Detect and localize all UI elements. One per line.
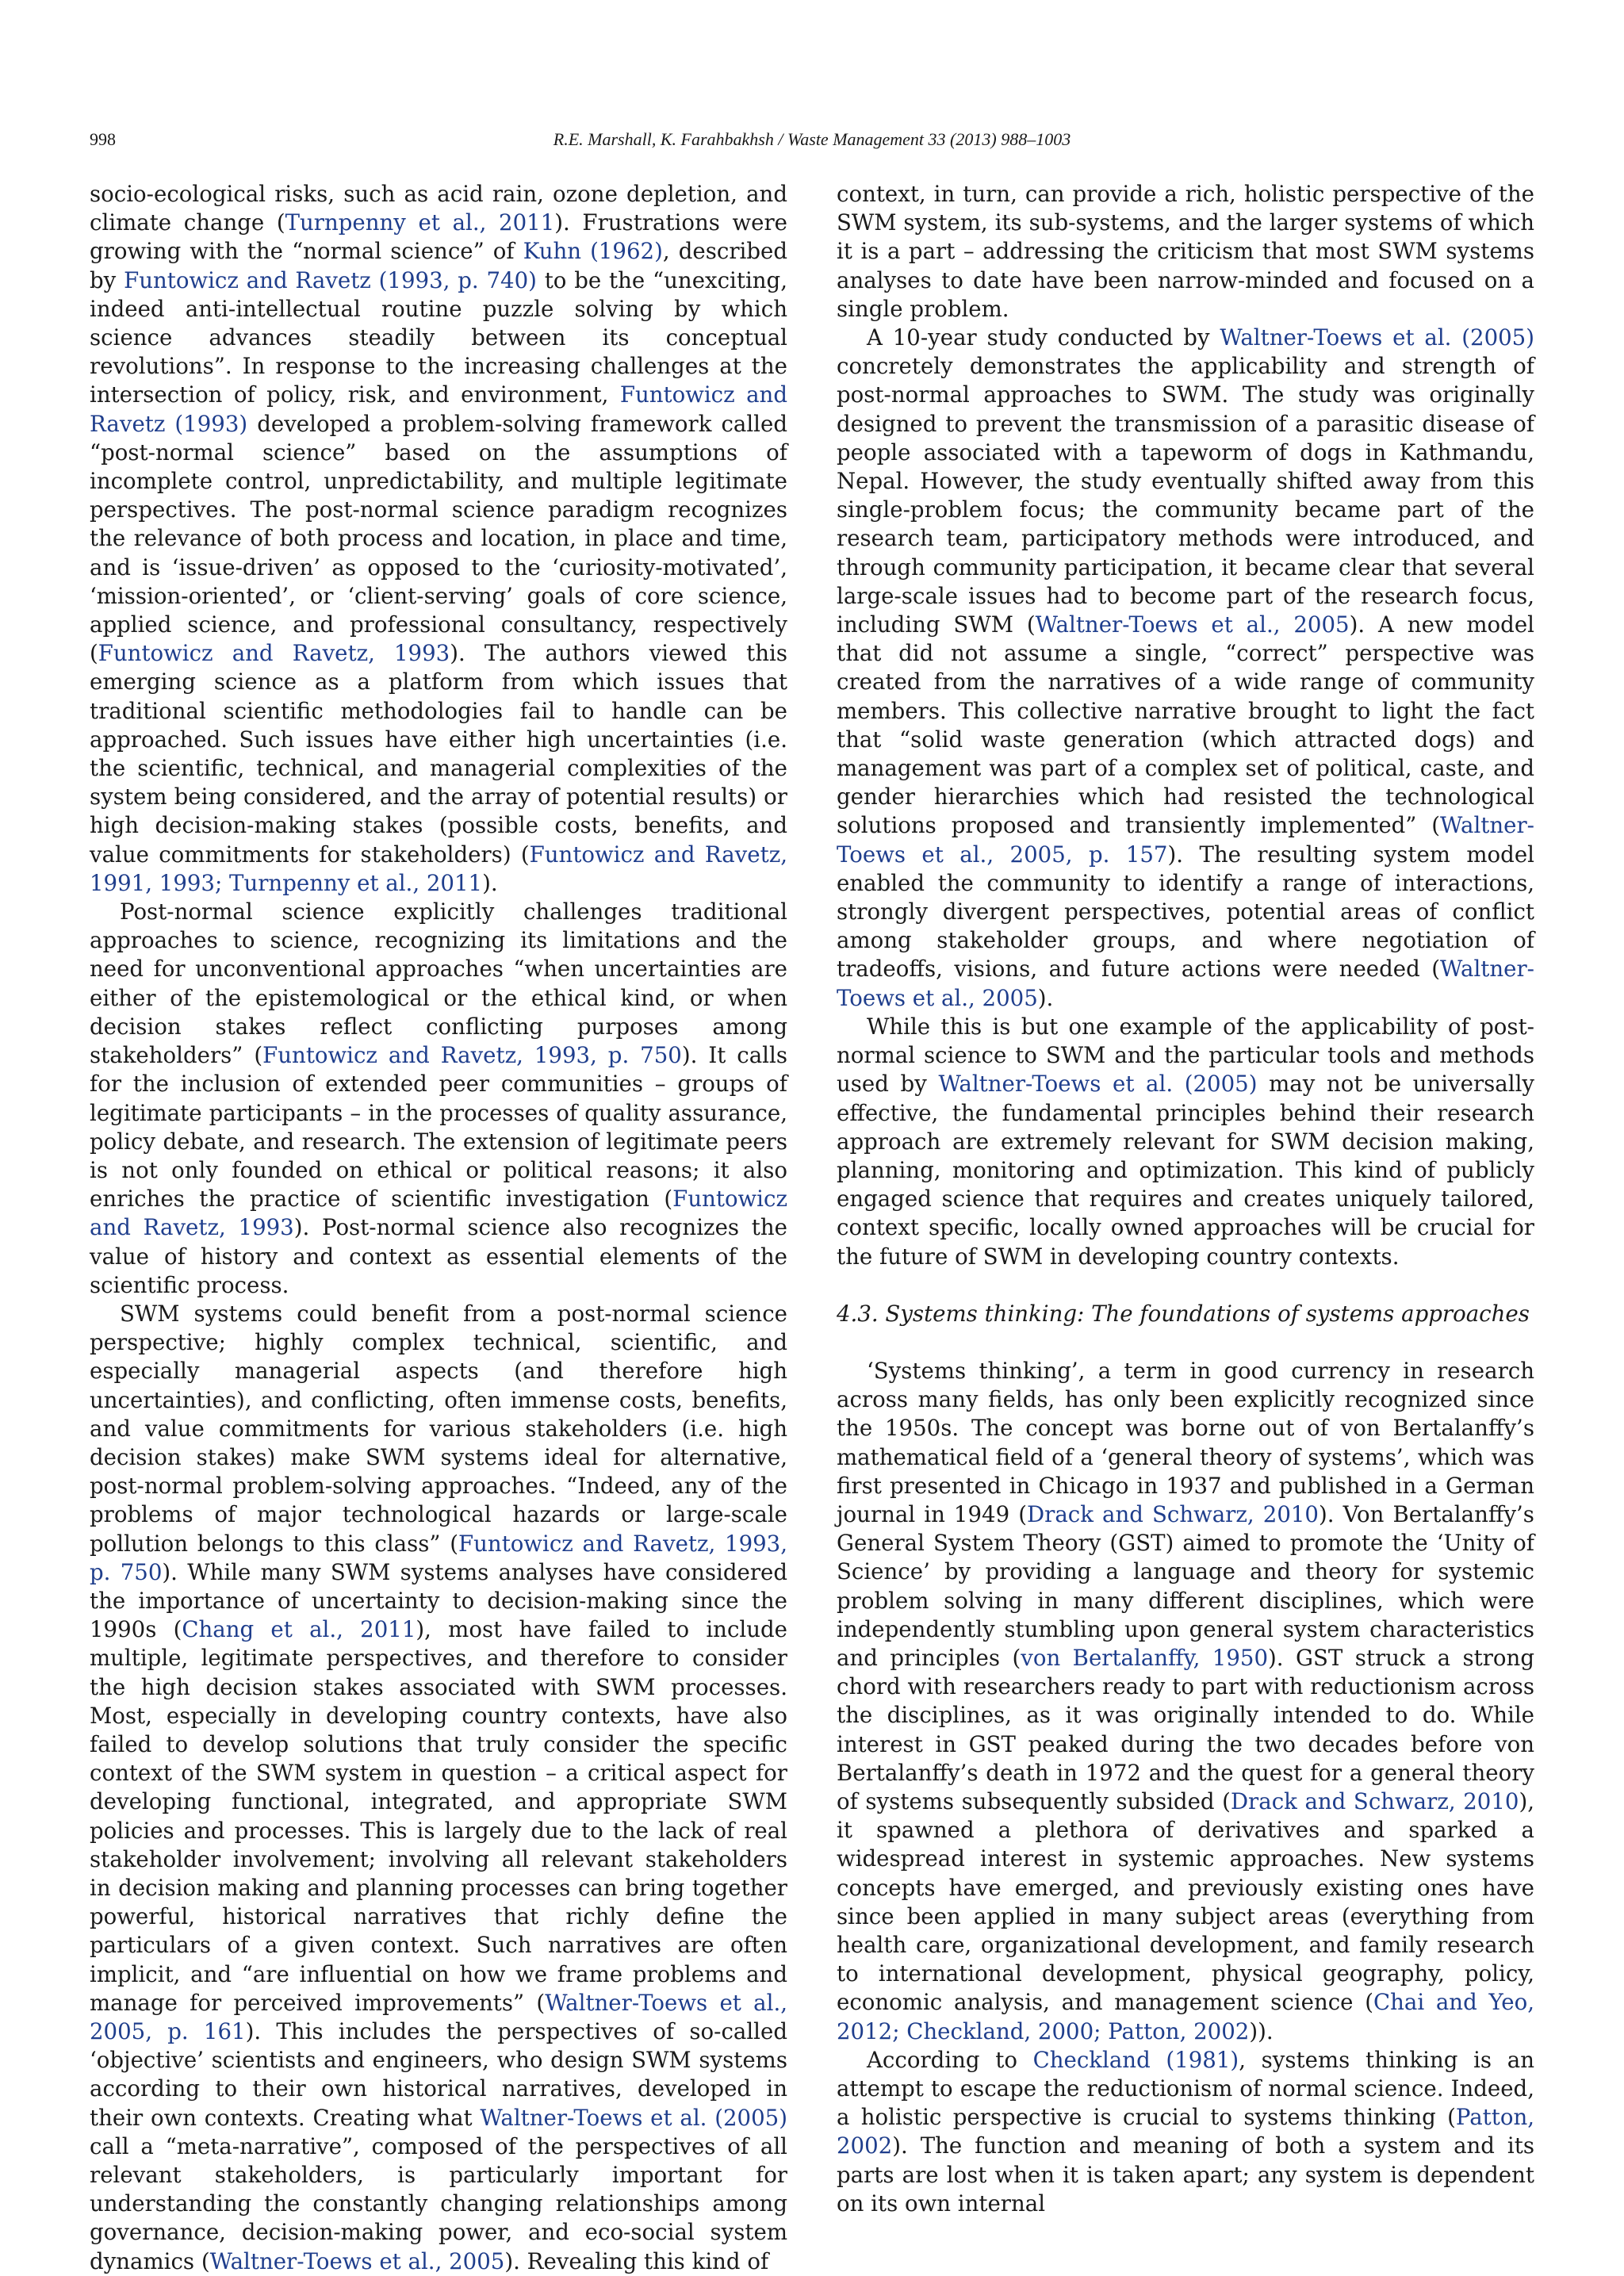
text-run: call a “meta-narrative”, composed of the perspectives of all relevant stakeholders, is particularly important for understanding the constantly changing relationships among governance, decision-making power, and eco-social system dynamics (	[90, 2132, 787, 2274]
text-run: , described by	[90, 238, 787, 293]
citation-link[interactable]: Waltner-Toews et al., 2005, p. 157	[837, 812, 1534, 868]
citation-link[interactable]: von Bertalanffy, 1950	[1021, 1644, 1269, 1671]
journal-citation-line: R.E. Marshall, K. Farahbakhsh / Waste Management 33 (2013) 988–1003	[553, 129, 1071, 149]
text-run: SWM systems could benefit from a post-normal science perspective; highly complex technical, scientific, and especially managerial aspects (and therefore high uncertainties), and conflicting, often immense costs, benefits, and value commitments for various stakeholders (i.e. high decision stakes) make SWM systems ideal for alternative, post-normal problem-solving approaches. “Indeed, any of the problems of major technological hazards or large-scale pollution belongs to this class” (	[90, 1300, 787, 1557]
right-column	[837, 180, 1534, 2218]
citation-link[interactable]: Funtowicz and Ravetz, 1993, p. 750	[262, 1042, 682, 1069]
text-run: , systems thinking is an attempt to escape the reductionism of normal science. Indeed, a holistic perspective is crucial to systems thinking (	[837, 2046, 1534, 2131]
citation-link[interactable]: Chai and Yeo, 2012; Checkland, 2000; Patton, 2002	[837, 1989, 1534, 2044]
text-run: ). Frustrations were growing with the “normal science” of	[90, 209, 787, 265]
text-run: ). While many SWM systems analyses have considered the importance of uncertainty to decision-making since the 1990s (	[90, 1558, 788, 1643]
text-run: Post-normal science explicitly challenges traditional approaches to science, recognizing its limitations and the need for unconventional approaches “when uncertainties are either of the epistemological or the ethical kind, or when decision stakes reflect conflicting purposes among stakeholders” (	[90, 899, 787, 1069]
text-run: ). Post-normal science also recognizes the value of history and context as essential elements of the scientific process.	[90, 1214, 787, 1298]
section-heading: 4.3. Systems thinking: The foundations of systems approaches	[837, 1300, 1530, 1327]
text-run: A 10-year study conducted by	[867, 324, 1220, 351]
paragraph	[90, 180, 787, 898]
citation-link[interactable]: Turnpenny et al., 2011	[285, 209, 555, 236]
citation-link[interactable]: Funtowicz and Ravetz, 1993	[90, 1186, 787, 1241]
citation-link[interactable]: Drack and Schwarz, 2010	[1027, 1500, 1319, 1527]
text-run: ), most have failed to include multiple, legitimate perspectives, and therefore to consider the high decision stakes associated with SWM processes. Most, especially in developing country contexts, have also failed to develop solutions that truly consider the specific context of the SWM system in question – a critical aspect for developing functional, integrated, and appropriate SWM policies and processes. This is largely due to the lack of real stakeholder involvement; involving all relevant stakeholders in decision making and planning processes can bring together powerful, historical narratives that richly define the particulars of a given context. Such narratives are often implicit, and “are influential on how we frame problems and manage for perceived improvements” (	[90, 1616, 787, 2016]
text-run: ‘Systems thinking’, a term in good currency in research across many fields, has only been explicitly recognized since the 1950s. The concept was borne out of von Bertalanffy’s mathematical field of a ‘general theory of systems’, which was first presented in Chicago in 1937 and published in a German journal in 1949 (	[837, 1357, 1534, 1527]
citation-link[interactable]: Funtowicz and Ravetz, 1993, p. 750	[90, 1530, 788, 1585]
text-run: socio-ecological risks, such as acid rain, ozone depletion, and climate change (	[90, 181, 787, 236]
citation-link[interactable]: Drack and Schwarz, 2010	[1230, 1787, 1519, 1814]
citation-link[interactable]: Funtowicz and Ravetz (1993, p. 740)	[124, 266, 537, 293]
citation-link[interactable]: Waltner-Toews et al. (2005)	[480, 2104, 787, 2131]
text-run: ). This includes the perspectives of so-called ‘objective’ scientists and engineers, who design SWM systems according to their own historical narratives, developed in their own contexts. Creating what	[90, 2018, 787, 2131]
paragraph	[837, 1013, 1534, 1271]
text-run: ). A new model that did not assume a single, “correct” perspective was created from the narratives of a wide range of community members. This collective narrative brought to light the fact that “solid waste generation (which attracted dogs) and management was part of a complex set of political, caste, and gender hierarchies which had resisted the technological solutions proposed and transiently implemented” (	[837, 611, 1534, 839]
text-run: ). The authors viewed this emerging science as a platform from which issues that traditional scientific methodologies fail to handle can be approached. Such issues have either high uncertainties (i.e. the scientific, technical, and managerial complexities of the system being considered, and the array of potential results) or high decision-making stakes (possible costs, benefits, and value commitments for stakeholders) (	[90, 640, 787, 868]
text-run: ). The function and meaning of both a system and its parts are lost when it is taken apart; any system is dependent on its own internal	[837, 2132, 1534, 2217]
citation-link[interactable]: Chang et al., 2011	[182, 1616, 416, 1643]
page-number: 998	[90, 129, 116, 149]
text-run: ), it spawned a plethora of derivatives and sparked a widespread interest in systemic approaches. New systems concepts have emerged, and previously existing ones have since been applied in many subject areas (everything from health care, organizational development, and family research to international development, physical geography, policy, economic analysis, and management science (	[837, 1787, 1534, 2016]
text-run: According to	[867, 2046, 1033, 2073]
text-run: )).	[1249, 2017, 1274, 2044]
text-run: ). Von Bertalanffy’s General System Theory (GST) aimed to promote the ‘Unity of Science’ by providing a language and theory for systemic problem solving in many different disciplines, which were independently stumbling upon general system characteristics and principles (	[837, 1500, 1534, 1671]
citation-link[interactable]: Kuhn (1962)	[523, 238, 663, 265]
paragraph	[90, 1300, 787, 2276]
text-run: ).	[482, 869, 498, 896]
citation-link[interactable]: Waltner-Toews et al., 2005	[837, 956, 1534, 1011]
paragraph	[837, 2046, 1534, 2218]
citation-link[interactable]: Waltner-Toews et al., 2005, p. 161	[90, 1989, 787, 2044]
text-run: ).	[1037, 984, 1054, 1011]
citation-link[interactable]: Waltner-Toews et al., 2005	[1035, 611, 1350, 638]
citation-link[interactable]: Checkland (1981)	[1032, 2046, 1239, 2073]
paragraph	[837, 1357, 1534, 2046]
text-run: ). The resulting system model enabled the community to identify a range of interactions, strongly divergent perspectives, potential areas of conflict among stakeholder groups, and where negotiation of tradeoffs, visions, and future actions were needed (	[837, 841, 1534, 983]
text-run: may not be universally effective, the fundamental principles behind their research approach are extremely relevant for SWM decision making, planning, monitoring and optimization. This kind of publicly engaged science that requires and creates uniquely tailored, context specific, locally owned approaches will be crucial for the future of SWM in developing country contexts.	[837, 1071, 1534, 1270]
text-run: While this is but one example of the applicability of post-normal science to SWM and the particular tools and methods used by	[837, 1013, 1534, 1098]
paragraph	[90, 898, 787, 1300]
text-run: concretely demonstrates the applicability and strength of post-normal approaches to SWM. The study was originally designed to prevent the transmission of a parasitic disease of people associated with a tapeworm of dogs in Kathmandu, Nepal. However, the study eventually shifted away from this single-problem focus; the community became part of the research team, participatory methods were introduced, and through community participation, it became clear that several large-scale issues had to become part of the research focus, including SWM (	[837, 353, 1534, 638]
citation-link[interactable]: Waltner-Toews et al. (2005)	[938, 1071, 1258, 1098]
text-run: developed a problem-solving framework called “post-normal science” based on the assumptions of incomplete control, unpredictability, and multiple legitimate perspectives. The post-normal science paradigm recognizes the relevance of both process and location, in place and time, and is ‘issue-driven’ as opposed to the ‘curiosity-motivated’, ‘mission-oriented’, or ‘client-serving’ goals of core science, applied science, and professional consultancy, respectively (	[90, 410, 787, 667]
citation-link[interactable]: Waltner-Toews et al., 2005	[209, 2247, 505, 2274]
paragraph	[837, 324, 1534, 1013]
citation-link[interactable]: Funtowicz and Ravetz, 1991, 1993; Turnpenny et al., 2011	[90, 841, 788, 896]
text-run: ). It calls for the inclusion of extended peer communities – groups of legitimate participants – in the processes of quality assurance, policy debate, and research. The extension of legitimate peers is not only founded on ethical or political reasons; it also enriches the practice of scientific investigation (	[90, 1042, 787, 1213]
text-run: to be the “unexciting, indeed anti-intellectual routine puzzle solving by which science advances steadily between its conceptual revolutions”. In response to the increasing challenges at the intersection of policy, risk, and environment,	[90, 266, 787, 408]
citation-link[interactable]: Waltner-Toews et al. (2005)	[1220, 324, 1535, 351]
citation-link[interactable]: Funtowicz and Ravetz, 1993	[98, 640, 450, 667]
left-column	[90, 180, 787, 2276]
text-run: context, in turn, can provide a rich, holistic perspective of the SWM system, its sub-systems, and the larger systems of which it is a part – addressing the criticism that most SWM systems analyses to date have been narrow-minded and focused on a single problem.	[837, 181, 1534, 322]
paragraph	[837, 180, 1534, 324]
citation-link[interactable]: Funtowicz and Ravetz (1993)	[90, 381, 787, 437]
text-run: ). Revealing this kind of	[504, 2247, 769, 2274]
citation-link[interactable]: Patton, 2002	[837, 2104, 1534, 2159]
text-run: ). GST struck a strong chord with researchers ready to part with reductionism across the disciplines, as it was originally intended to do. While interest in GST peaked during the two decades before von Bertalanffy’s death in 1972 and the quest for a general theory of systems subsequently subsided (	[837, 1644, 1534, 1814]
running-header	[90, 129, 1534, 161]
